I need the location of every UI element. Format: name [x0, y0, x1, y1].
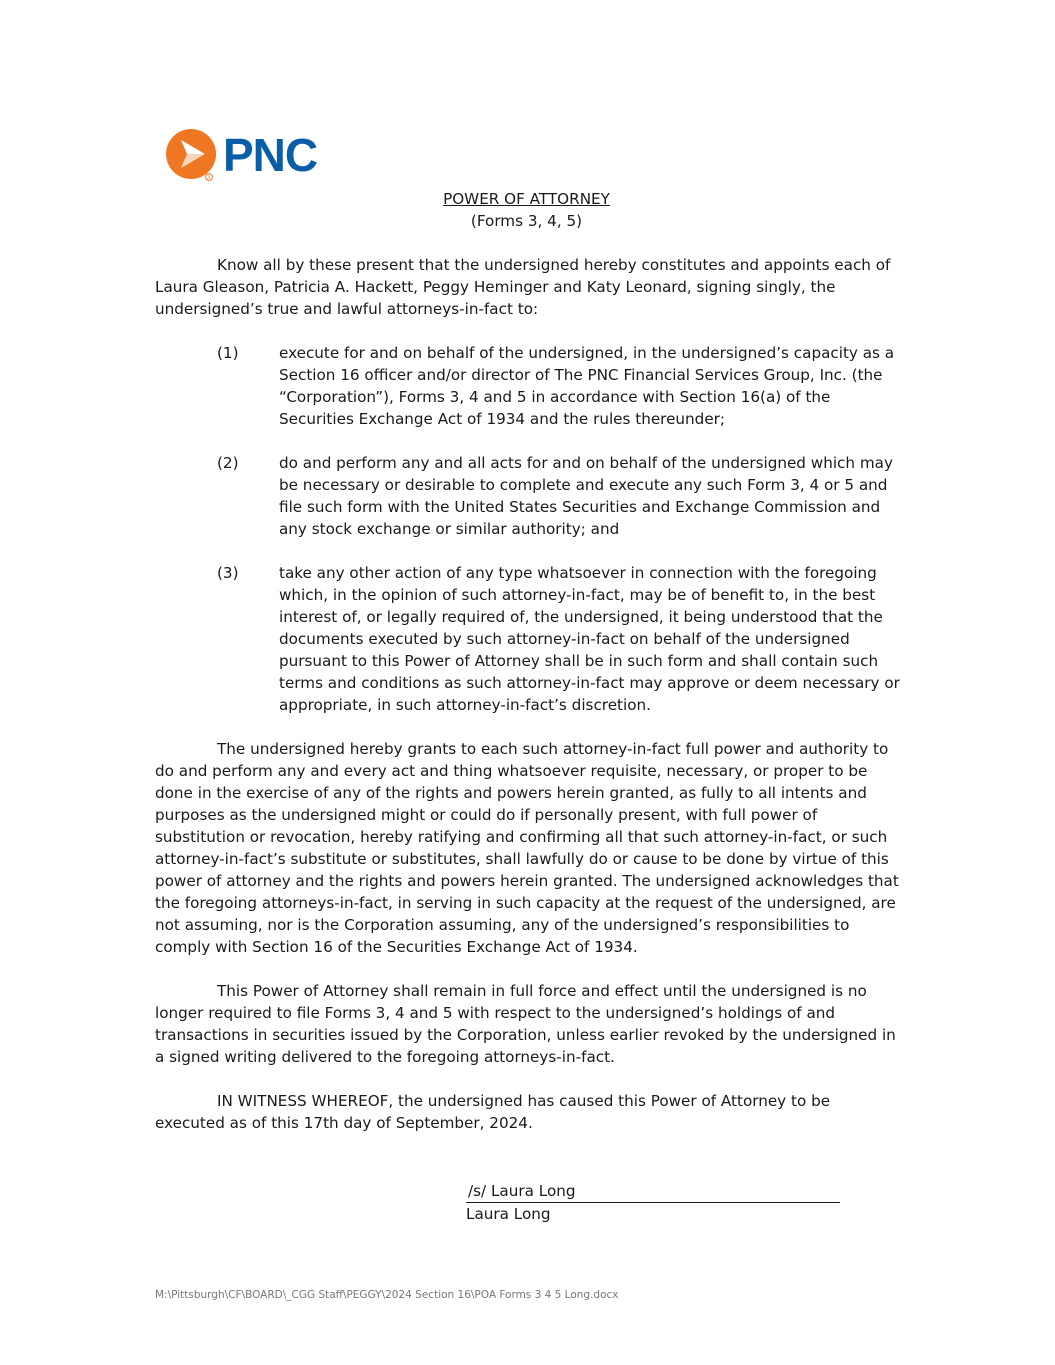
list-item-text: take any other action of any type whatsoever in connection with the foregoing which, in the opinion of such attorney-in-fact, may be of benefit to, in the best interest of, or legally required of, the undersigned, it being understood that the documents executed by such attorney-in-fact on behalf of the undersigned pursuant to this Power of Attorney shall be in such form and shall contain such terms and conditions as such attorney-in-fact may approve or deem necessary or appropriate, in such attorney-in-fact’s discretion. — [279, 564, 900, 714]
duration-paragraph: This Power of Attorney shall remain in full force and effect until the undersigned is no longer required to file Forms 3, 4 and 5 with respect to the undersigned’s holdings of and transactions in securities issued by the Corporation, unless earlier revoked by the undersigned in a signed writing delivered to the foregoing attorneys-in-fact. — [155, 982, 896, 1066]
list-item-number: (1) — [217, 344, 239, 362]
file-path-footer: M:\Pittsburgh\CF\BOARD\_CGG Staff\PEGGY\2024 Section 16\POA Forms 3 4 5 Long.docx — [155, 1289, 619, 1301]
list-item — [155, 562, 901, 716]
signatory-name: Laura Long — [466, 1205, 551, 1223]
pnc-logo-mark-icon — [165, 128, 217, 182]
list-item-text: execute for and on behalf of the undersigned, in the undersigned’s capacity as a Section 16 officer and/or director of The PNC Financial Services Group, Inc. (the “Corporation”), Forms 3, 4 and 5 in accordance with Section 16(a) of the Securities Exchange Act of 1934 and the rules thereunder; — [279, 344, 895, 428]
signature-block — [466, 1180, 840, 1225]
title-line-1: POWER OF ATTORNEY — [443, 190, 610, 208]
list-item-number: (2) — [217, 454, 239, 472]
signature-line: /s/ Laura Long — [466, 1180, 840, 1203]
list-item — [155, 452, 901, 540]
document-title — [152, 188, 901, 232]
list-item-number: (3) — [217, 564, 239, 582]
pnc-logo — [165, 128, 317, 182]
list-item-text: do and perform any and all acts for and on behalf of the undersigned which may be necessary or desirable to complete and execute any such Form 3, 4 or 5 and file such form with the United States Securities and Exchange Commission and any stock exchange or similar authority; and — [279, 454, 893, 538]
document-body — [155, 188, 901, 1134]
witness-paragraph: IN WITNESS WHEREOF, the undersigned has caused this Power of Attorney to be executed as of this 17th day of September, 2024. — [155, 1092, 831, 1132]
intro-paragraph: Know all by these present that the undersigned hereby constitutes and appoints each of Laura Gleason, Patricia A. Hackett, Peggy Heminger and Katy Leonard, signing singly, the undersigned’s true and lawful attorneys-in-fact to: — [155, 256, 891, 318]
grant-paragraph: The undersigned hereby grants to each such attorney-in-fact full power and authority to do and perform any and every act and thing whatsoever requisite, necessary, or proper to be done in the exercise of any of the rights and powers herein granted, as fully to all intents and purposes as the undersigned might or could do if personally present, with full power of substitution or revocation, hereby ratifying and confirming all that such attorney-in-fact, or such attorney-in-fact’s substitute or substitutes, shall lawfully do or cause to be done by virtue of this power of attorney and the rights and powers herein granted. The undersigned acknowledges that the foregoing attorneys-in-fact, in serving in such capacity at the request of the undersigned, are not assuming, nor is the Corporation assuming, any of the undersigned’s responsibilities to comply with Section 16 of the Securities Exchange Act of 1934. — [155, 740, 899, 956]
pnc-logo-wordmark: PNC — [223, 129, 318, 181]
powers-list — [155, 342, 901, 716]
svg-text:R: R — [207, 176, 211, 181]
list-item — [155, 342, 901, 430]
title-line-2: (Forms 3, 4, 5) — [470, 212, 583, 230]
